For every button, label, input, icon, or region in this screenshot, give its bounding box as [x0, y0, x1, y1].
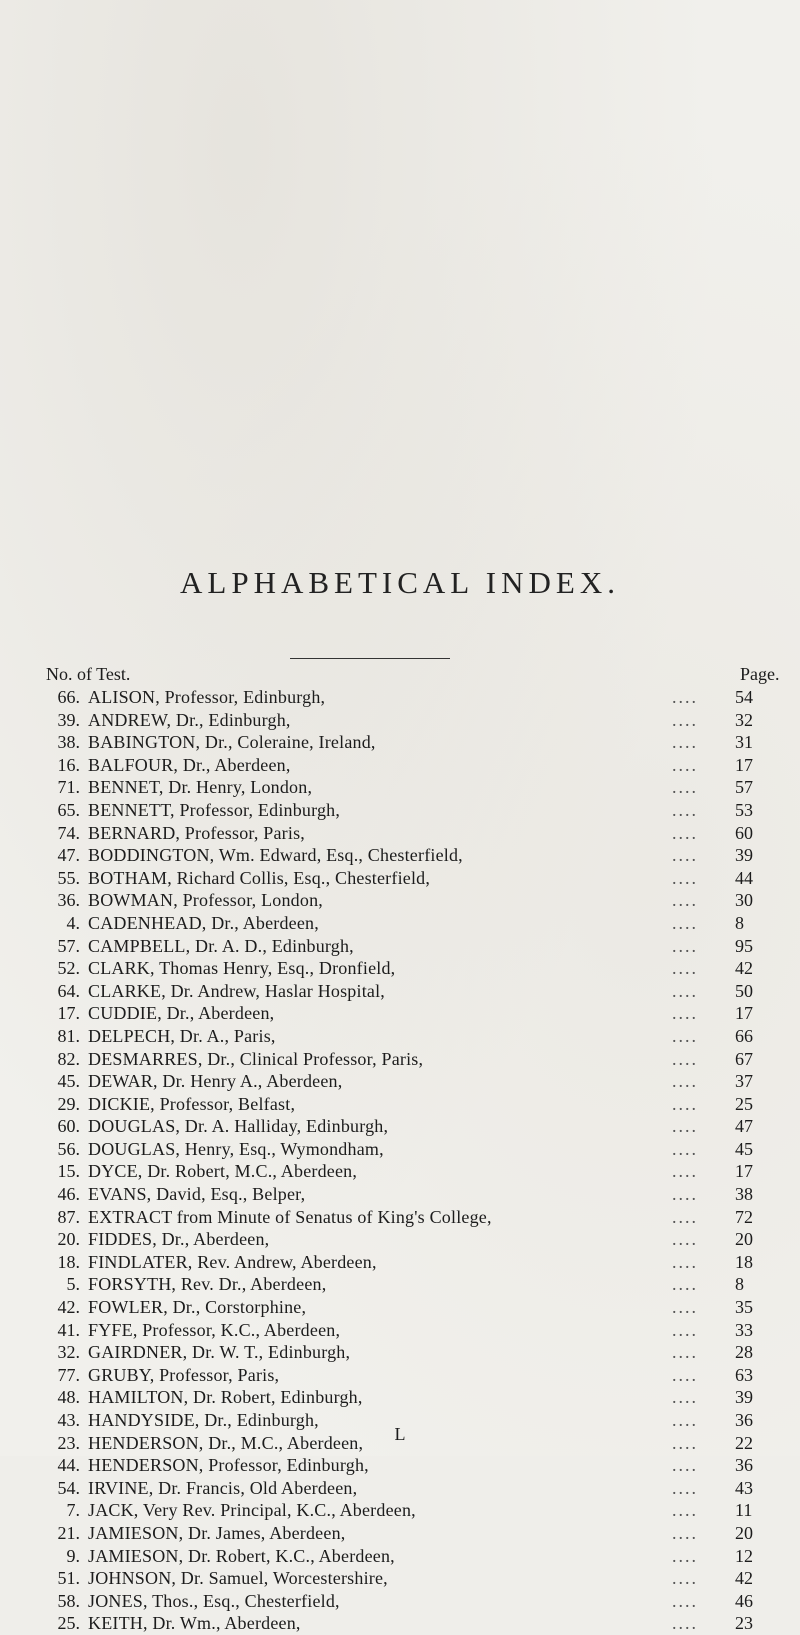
entry-test-number: 54.	[57, 1477, 80, 1498]
entry-page-number: 43	[735, 1477, 753, 1498]
index-entry	[0, 1341, 800, 1364]
index-entry	[0, 1567, 800, 1590]
entry-leader-dots: ....	[672, 867, 698, 888]
entry-name: BOWMAN, Professor, London,	[88, 890, 323, 911]
entry-page-number: 42	[735, 1568, 753, 1589]
entry-page-number: 72	[735, 1206, 753, 1227]
entry-page-number: 17	[735, 754, 753, 775]
entry-test-number: 58.	[57, 1590, 80, 1611]
entry-leader-dots: ....	[672, 1003, 698, 1024]
entry-leader-dots: ....	[672, 1545, 698, 1566]
entry-page-number: 20	[735, 1522, 753, 1543]
entry-leader-dots: ....	[672, 1048, 698, 1069]
entry-test-number: 9.	[66, 1545, 80, 1566]
entry-test-number: 15.	[57, 1161, 80, 1182]
entry-page-number: 42	[735, 958, 753, 979]
entry-test-number: 18.	[57, 1251, 80, 1272]
entry-leader-dots: ....	[672, 1590, 698, 1611]
index-entry	[0, 1160, 800, 1183]
entry-test-number: 74.	[57, 822, 80, 843]
entry-page-number: 39	[735, 845, 753, 866]
entry-name: KEITH, Dr. Wm., Aberdeen,	[88, 1613, 301, 1634]
entry-leader-dots: ....	[672, 754, 698, 775]
entry-name: ANDREW, Dr., Edinburgh,	[88, 709, 291, 730]
entry-name: JAMIESON, Dr. Robert, K.C., Aberdeen,	[88, 1545, 395, 1566]
entry-name: DOUGLAS, Dr. A. Halliday, Edinburgh,	[88, 1116, 389, 1137]
index-entry	[0, 1612, 800, 1635]
entry-name: EVANS, David, Esq., Belper,	[88, 1184, 306, 1205]
entry-leader-dots: ....	[672, 1342, 698, 1363]
index-entry	[0, 1228, 800, 1251]
entry-page-number: 23	[735, 1613, 753, 1634]
entry-test-number: 32.	[57, 1342, 80, 1363]
entry-page-number: 66	[735, 1025, 753, 1046]
entry-leader-dots: ....	[672, 890, 698, 911]
index-entry	[0, 1138, 800, 1161]
entry-leader-dots: ....	[672, 799, 698, 820]
index-entry	[0, 844, 800, 867]
entry-leader-dots: ....	[672, 1500, 698, 1521]
entry-page-number: 17	[735, 1003, 753, 1024]
entry-name: HANDYSIDE, Dr., Edinburgh,	[88, 1410, 319, 1430]
entry-leader-dots: ....	[672, 1568, 698, 1589]
entry-name: CLARKE, Dr. Andrew, Haslar Hospital,	[88, 980, 385, 1001]
index-entry	[0, 1522, 800, 1545]
entry-name: DEWAR, Dr. Henry A., Aberdeen,	[88, 1071, 343, 1092]
entry-page-number: 35	[735, 1297, 753, 1318]
index-entry	[0, 980, 800, 1003]
entry-leader-dots: ....	[672, 1274, 698, 1295]
entry-page-number: 44	[735, 867, 753, 888]
entry-page-number: 25	[735, 1093, 753, 1114]
entry-leader-dots: ....	[672, 980, 698, 1001]
entry-test-number: 20.	[57, 1229, 80, 1250]
index-entry	[0, 822, 800, 845]
entry-test-number: 52.	[57, 958, 80, 979]
entry-name: DESMARRES, Dr., Clinical Professor, Paris,	[88, 1048, 424, 1069]
entry-page-number: 47	[735, 1116, 753, 1137]
entry-leader-dots: ....	[672, 1229, 698, 1250]
index-entry	[0, 1477, 800, 1500]
index-entry	[0, 1093, 800, 1116]
entry-test-number: 57.	[57, 935, 80, 956]
entry-leader-dots: ....	[672, 1025, 698, 1046]
index-list	[0, 686, 800, 1635]
index-entry	[0, 1386, 800, 1409]
index-entry	[0, 754, 800, 777]
entry-page-number: 53	[735, 799, 753, 820]
entry-test-number: 87.	[57, 1206, 80, 1227]
entry-leader-dots: ....	[672, 1206, 698, 1227]
entry-leader-dots: ....	[672, 777, 698, 798]
entry-leader-dots: ....	[672, 822, 698, 843]
entry-page-number: 46	[735, 1590, 753, 1611]
entry-test-number: 71.	[57, 777, 80, 798]
entry-name: CLARK, Thomas Henry, Esq., Dronfield,	[88, 958, 396, 979]
entry-test-number: 5.	[66, 1274, 80, 1295]
entry-page-number: 54	[735, 687, 753, 707]
entry-name: FYFE, Professor, K.C., Aberdeen,	[88, 1319, 341, 1340]
index-entry	[0, 1545, 800, 1568]
entry-name: HENDERSON, Dr., M.C., Aberdeen,	[88, 1432, 364, 1453]
entry-leader-dots: ....	[672, 1071, 698, 1092]
index-entry	[0, 1454, 800, 1477]
index-entry	[0, 776, 800, 799]
entry-name: GAIRDNER, Dr. W. T., Edinburgh,	[88, 1342, 351, 1363]
entry-test-number: 23.	[57, 1432, 80, 1453]
column-header-test-number: No. of Test.	[46, 664, 131, 684]
entry-leader-dots: ....	[672, 1455, 698, 1476]
entry-name: BODDINGTON, Wm. Edward, Esq., Chesterfield,	[88, 845, 463, 866]
entry-page-number: 20	[735, 1229, 753, 1250]
entry-name: CAMPBELL, Dr. A. D., Edinburgh,	[88, 935, 354, 956]
entry-name: HENDERSON, Professor, Edinburgh,	[88, 1455, 369, 1476]
entry-name: FORSYTH, Rev. Dr., Aberdeen,	[88, 1274, 327, 1295]
entry-leader-dots: ....	[672, 1319, 698, 1340]
entry-page-number: 8	[735, 1274, 744, 1295]
entry-name: BENNETT, Professor, Edinburgh,	[88, 799, 341, 820]
index-entry	[0, 889, 800, 912]
entry-page-number: 32	[735, 709, 753, 730]
entry-test-number: 17.	[57, 1003, 80, 1024]
index-entry	[0, 1070, 800, 1093]
entry-test-number: 60.	[57, 1116, 80, 1137]
index-entry	[0, 1364, 800, 1387]
entry-page-number: 63	[735, 1364, 753, 1385]
entry-name: IRVINE, Dr. Francis, Old Aberdeen,	[88, 1477, 358, 1498]
entry-name: BENNET, Dr. Henry, London,	[88, 777, 313, 798]
entry-page-number: 36	[735, 1455, 753, 1476]
index-entry	[0, 1183, 800, 1206]
entry-page-number: 11	[735, 1500, 753, 1521]
entry-test-number: 29.	[57, 1093, 80, 1114]
entry-name: BOTHAM, Richard Collis, Esq., Chesterfield,	[88, 867, 431, 888]
entry-page-number: 12	[735, 1545, 753, 1566]
entry-page-number: 30	[735, 890, 753, 911]
index-entry	[0, 935, 800, 958]
entry-leader-dots: ....	[672, 1116, 698, 1137]
entry-leader-dots: ....	[672, 732, 698, 753]
page-title: ALPHABETICAL INDEX.	[180, 565, 620, 600]
entry-leader-dots: ....	[672, 1364, 698, 1385]
entry-test-number: 55.	[57, 867, 80, 888]
entry-name: DYCE, Dr. Robert, M.C., Aberdeen,	[88, 1161, 358, 1182]
index-entry	[0, 1048, 800, 1071]
entry-page-number: 67	[735, 1048, 753, 1069]
index-entry	[0, 1296, 800, 1319]
entry-page-number: 50	[735, 980, 753, 1001]
index-entry	[0, 1002, 800, 1025]
entry-name: BALFOUR, Dr., Aberdeen,	[88, 754, 291, 775]
index-entry	[0, 867, 800, 890]
entry-test-number: 16.	[57, 754, 80, 775]
index-entry	[0, 1273, 800, 1296]
index-entry	[0, 1251, 800, 1274]
entry-page-number: 18	[735, 1251, 753, 1272]
entry-test-number: 41.	[57, 1319, 80, 1340]
entry-test-number: 39.	[57, 709, 80, 730]
entry-leader-dots: ....	[672, 1522, 698, 1543]
entry-page-number: 8	[735, 912, 744, 933]
entry-test-number: 51.	[57, 1568, 80, 1589]
entry-name: JACK, Very Rev. Principal, K.C., Aberdeen,	[88, 1500, 416, 1521]
entry-name: EXTRACT from Minute of Senatus of King's College,	[88, 1206, 492, 1227]
entry-name: FIDDES, Dr., Aberdeen,	[88, 1229, 270, 1250]
entry-page-number: 95	[735, 935, 753, 956]
column-header-page: Page.	[740, 664, 780, 684]
entry-leader-dots: ....	[672, 1387, 698, 1408]
entry-test-number: 4.	[66, 912, 80, 933]
signature-mark: L	[394, 1424, 406, 1444]
entry-test-number: 46.	[57, 1184, 80, 1205]
entry-name: JAMIESON, Dr. James, Aberdeen,	[88, 1522, 346, 1543]
entry-leader-dots: ....	[672, 1093, 698, 1114]
index-entry	[0, 1115, 800, 1138]
entry-page-number: 28	[735, 1342, 753, 1363]
index-entry	[0, 1206, 800, 1229]
entry-name: DOUGLAS, Henry, Esq., Wymondham,	[88, 1138, 384, 1159]
entry-leader-dots: ....	[672, 1161, 698, 1182]
title-rule	[290, 658, 450, 659]
index-entry	[0, 731, 800, 754]
entry-leader-dots: ....	[672, 709, 698, 730]
entry-leader-dots: ....	[672, 1432, 698, 1453]
entry-name: DICKIE, Professor, Belfast,	[88, 1093, 296, 1114]
entry-page-number: 39	[735, 1387, 753, 1408]
entry-leader-dots: ....	[672, 1138, 698, 1159]
entry-test-number: 66.	[57, 687, 80, 707]
index-entry	[0, 1590, 800, 1613]
index-entry	[0, 686, 800, 709]
entry-test-number: 42.	[57, 1297, 80, 1318]
entry-test-number: 48.	[57, 1387, 80, 1408]
entry-leader-dots: ....	[672, 845, 698, 866]
index-entry	[0, 957, 800, 980]
entry-test-number: 44.	[57, 1455, 80, 1476]
entry-name: FOWLER, Dr., Corstorphine,	[88, 1297, 307, 1318]
entry-leader-dots: ....	[672, 935, 698, 956]
entry-leader-dots: ....	[672, 687, 698, 707]
entry-name: HAMILTON, Dr. Robert, Edinburgh,	[88, 1387, 363, 1408]
entry-leader-dots: ....	[672, 1410, 698, 1430]
entry-leader-dots: ....	[672, 1184, 698, 1205]
entry-test-number: 7.	[66, 1500, 80, 1521]
entry-leader-dots: ....	[672, 912, 698, 933]
entry-leader-dots: ....	[672, 1613, 698, 1634]
entry-page-number: 57	[735, 777, 753, 798]
entry-name: DELPECH, Dr. A., Paris,	[88, 1025, 276, 1046]
entry-name: ALISON, Professor, Edinburgh,	[88, 687, 326, 707]
entry-test-number: 64.	[57, 980, 80, 1001]
entry-test-number: 56.	[57, 1138, 80, 1159]
entry-test-number: 36.	[57, 890, 80, 911]
entry-test-number: 25.	[57, 1613, 80, 1634]
entry-test-number: 82.	[57, 1048, 80, 1069]
entry-leader-dots: ....	[672, 1251, 698, 1272]
entry-page-number: 17	[735, 1161, 753, 1182]
entry-name: FINDLATER, Rev. Andrew, Aberdeen,	[88, 1251, 377, 1272]
entry-test-number: 65.	[57, 799, 80, 820]
entry-name: CADENHEAD, Dr., Aberdeen,	[88, 912, 319, 933]
entry-name: CUDDIE, Dr., Aberdeen,	[88, 1003, 275, 1024]
entry-test-number: 21.	[57, 1522, 80, 1543]
entry-name: JONES, Thos., Esq., Chesterfield,	[88, 1590, 340, 1611]
entry-page-number: 38	[735, 1184, 753, 1205]
entry-test-number: 77.	[57, 1364, 80, 1385]
entry-page-number: 22	[735, 1432, 753, 1453]
index-entry	[0, 1025, 800, 1048]
index-entry	[0, 912, 800, 935]
entry-test-number: 45.	[57, 1071, 80, 1092]
entry-page-number: 45	[735, 1138, 753, 1159]
index-entry	[0, 709, 800, 732]
entry-page-number: 31	[735, 732, 753, 753]
entry-leader-dots: ....	[672, 1477, 698, 1498]
entry-test-number: 43.	[57, 1410, 80, 1430]
entry-test-number: 38.	[57, 732, 80, 753]
index-entry	[0, 1319, 800, 1342]
entry-page-number: 36	[735, 1410, 753, 1430]
index-entry	[0, 1499, 800, 1522]
entry-leader-dots: ....	[672, 958, 698, 979]
entry-leader-dots: ....	[672, 1297, 698, 1318]
entry-page-number: 37	[735, 1071, 753, 1092]
entry-page-number: 60	[735, 822, 753, 843]
entry-test-number: 81.	[57, 1025, 80, 1046]
entry-name: GRUBY, Professor, Paris,	[88, 1364, 280, 1385]
entry-name: BERNARD, Professor, Paris,	[88, 822, 305, 843]
entry-page-number: 33	[735, 1319, 753, 1340]
entry-name: JOHNSON, Dr. Samuel, Worcestershire,	[88, 1568, 388, 1589]
index-entry	[0, 799, 800, 822]
entry-name: BABINGTON, Dr., Coleraine, Ireland,	[88, 732, 376, 753]
entry-test-number: 47.	[57, 845, 80, 866]
